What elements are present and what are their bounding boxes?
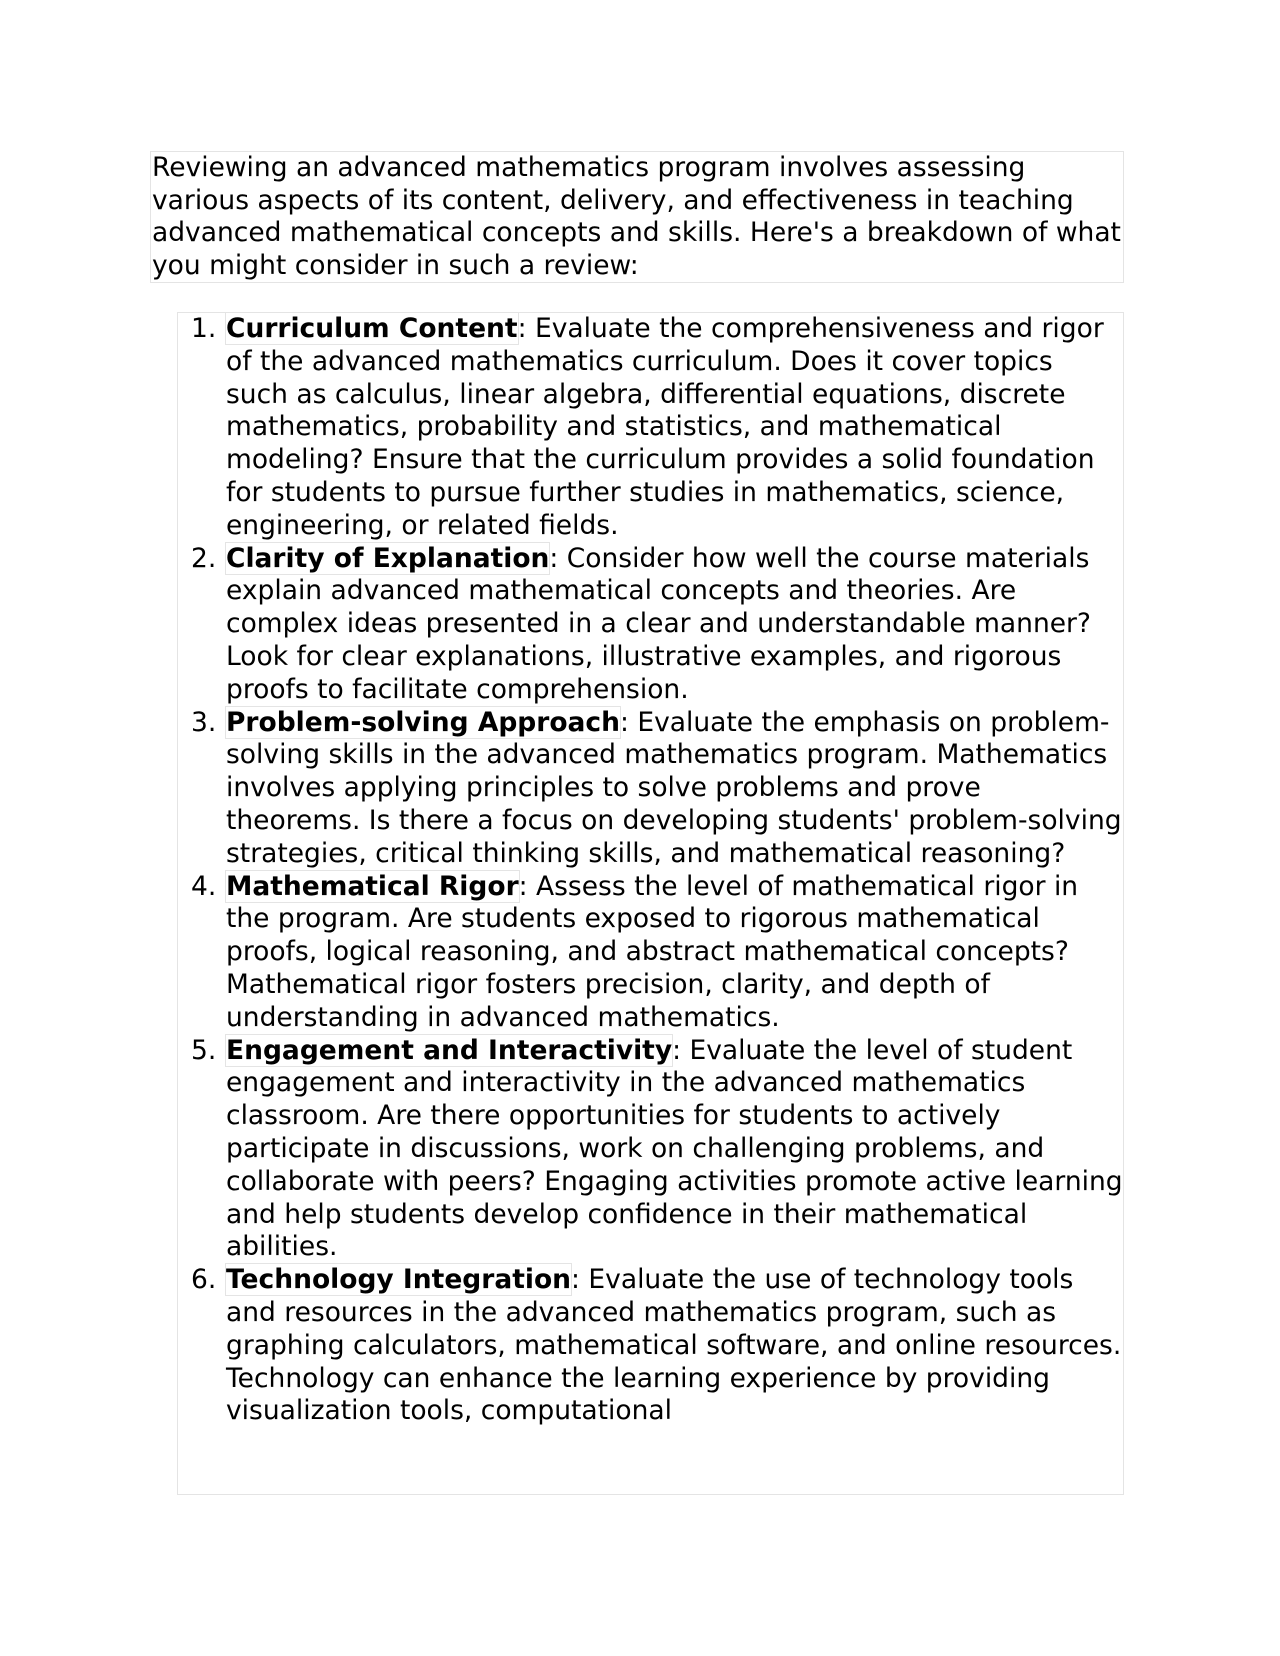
list-item bbox=[226, 1264, 1123, 1428]
item-text: : Evaluate the comprehensiveness and rigor of the advanced mathematics curriculum. Does it cover topics such as calculus, linear algebra, differential equations, discrete mathematics, probability and statistics, and mathematical modeling? Ensure that the curriculum provides a solid foundation for students to pursue further studies in mathematics, science, engineering, or related fields. bbox=[226, 313, 1104, 541]
list-item bbox=[226, 871, 1123, 1035]
list-item bbox=[226, 707, 1123, 871]
list-item bbox=[226, 313, 1123, 543]
item-term: Technology Integration bbox=[226, 1264, 572, 1296]
review-criteria-list bbox=[177, 312, 1124, 1495]
item-term: Engagement and Interactivity bbox=[226, 1034, 673, 1066]
item-term: Mathematical Rigor bbox=[226, 870, 519, 902]
list-item bbox=[226, 1035, 1123, 1265]
item-term: Clarity of Explanation bbox=[226, 542, 550, 574]
item-term: Problem-solving Approach bbox=[226, 706, 620, 738]
item-term: Curriculum Content bbox=[226, 313, 518, 344]
item-text: : Evaluate the emphasis on problem-solving skills in the advanced mathematics program. Mathematics involves applying principles to solve problems and prove theorems. Is there a focus on developing students' problem-solving strategies, critical thinking skills, and mathematical reasoning? bbox=[226, 706, 1122, 869]
item-text: : Evaluate the use of technology tools and resources in the advanced mathematics program, such as graphing calculators, mathematical software, and online resources. Technology can enhance the learning experience by providing visualization tools, computational bbox=[226, 1264, 1122, 1427]
item-text: : Evaluate the level of student engagement and interactivity in the advanced mathematics classroom. Are there opportunities for students to actively participate in discussions, work on challenging problems, and collaborate with peers? Engaging activities promote active learning and help students develop confidence in their mathematical abilities. bbox=[226, 1034, 1123, 1263]
item-text: : Assess the level of mathematical rigor in the program. Are students exposed to rigorous mathematical proofs, logical reasoning, and abstract mathematical concepts? Mathematical rigor fosters precision, clarity, and depth of understanding in advanced mathematics. bbox=[226, 870, 1079, 1033]
item-text: : Consider how well the course materials explain advanced mathematical concepts and theories. Are complex ideas presented in a clear and understandable manner? Look for clear explanations, illustrative examples, and rigorous proofs to facilitate comprehension. bbox=[226, 542, 1092, 705]
intro-paragraph: Reviewing an advanced mathematics program involves assessing various aspects of its content, delivery, and effectiveness in teaching advanced mathematical concepts and skills. Here's a breakdown of what you might consider in such a review: bbox=[150, 151, 1124, 283]
list-item bbox=[226, 543, 1123, 707]
